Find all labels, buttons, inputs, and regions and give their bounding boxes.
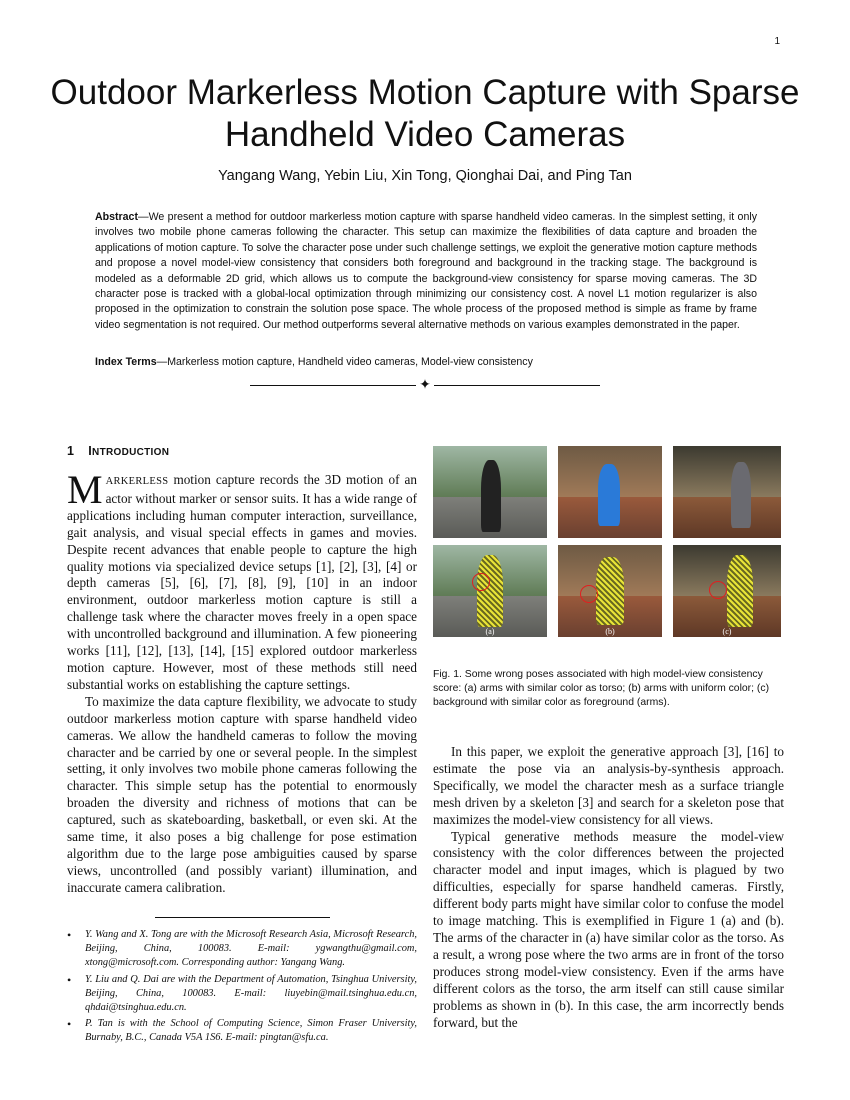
section-title-initial: I <box>88 444 93 458</box>
intro-p1-text: motion capture records the 3D motion of an actor without marker or sensor suits. It has a wide range of applications including human computer interaction, surveillance, gait analysis, and visual special effects in games and movies. Despite recent advances that enable people to capture the high quality motions via specialized device setups [1], [2], [3], [4] or depth cameras [5], [6], [7], [8], [9], [10] in an indoor environment, outdoor markerless motion capture is still a challenge task where the character moves freely in a open space with uncontrolled background and illumination. A few pioneering works [11], [12], [13], [14], [15] explored outdoor markerless motion capture. However, most of these methods still need substantial works on establishing the capture settings. <box>67 472 417 692</box>
section-number: 1 <box>67 444 75 458</box>
footnote-item: • Y. Wang and X. Tong are with the Microsoft Research Asia, Microsoft Research, Beijing, China, 100083. E-mail: ygwangthu@gmail.com, xtong@microsoft.com. Corresponding author: Yangang Wang. <box>67 928 417 971</box>
paper-title: Outdoor Markerless Motion Capture with Sparse Handheld Video Cameras <box>50 73 800 154</box>
figure-photo-a-input <box>433 446 547 538</box>
figure-photo-a-result <box>433 545 547 637</box>
figure-photo-c-input <box>673 446 781 538</box>
footnote-item: • Y. Liu and Q. Dai are with the Department of Automation, Tsinghua University, Beijing, China, 100083. E-mail: liuyebin@mail.tsinghua.edu.cn, qhdai@tsinghua.edu.cn. <box>67 973 417 1016</box>
intro-paragraph-4: Typical generative methods measure the model-view consistency with the color differences between the projected character model and input images, which is plagued by two difficulties, especially for sparse handheld cameras. Firstly, different body parts might have similar color to confuse the model to image matching. This is exemplified in Figure 1 (a) and (b). The arms of the character in (a) have similar color as the torso. As a result, a wrong pose where the two arms are in front of the torso produces strong model-view consistency. Even if the arms have different colors as the torso, the arm itself can still cause similar problems as shown in (b). In this case, the arm incorrectly bends forward, but the <box>433 828 784 1030</box>
footnotes <box>67 928 417 1048</box>
abstract-label: Abstract <box>95 211 138 223</box>
dropcap: M <box>67 467 103 512</box>
intro-paragraph-3: In this paper, we exploit the generative approach [3], [16] to estimate the pose via an analysis-by-synthesis approach. Specifically, we model the character mesh as a surface triangle mesh driven by a skeleton [3] and search for a skeleton pose that maximizes the model-view consistency for all views. <box>433 744 784 827</box>
abstract <box>95 210 757 333</box>
intro-smallcaps: ARKERLESS <box>105 476 169 487</box>
divider-diamond-icon: ✦ <box>419 377 431 393</box>
figure-photo-b-input <box>558 446 662 538</box>
index-terms-text: —Markerless motion capture, Handheld video cameras, Model-view consistency <box>156 356 533 368</box>
footnote-item: • P. Tan is with the School of Computing Science, Simon Fraser University, Burnaby, B.C., Canada V5A 1S6. E-mail: pingtan@sfu.ca. <box>67 1017 417 1045</box>
index-terms <box>95 356 757 368</box>
figure-label-c: (c) <box>722 627 732 636</box>
figure-1 <box>433 446 784 646</box>
section-divider <box>250 376 600 394</box>
intro-paragraph-1 <box>67 467 417 694</box>
figure-label-a: (a) <box>485 627 495 636</box>
intro-left-column <box>67 467 417 897</box>
figure-photo-b-result <box>558 545 662 637</box>
page-number: 1 <box>774 36 780 47</box>
author-list: Yangang Wang, Yebin Liu, Xin Tong, Qionghai Dai, and Ping Tan <box>218 168 632 184</box>
index-terms-label: Index Terms <box>95 356 157 368</box>
footnote-rule <box>155 917 330 918</box>
intro-right-column <box>433 744 784 1031</box>
figure-photo-c-result <box>673 545 781 637</box>
figure-label-b: (b) <box>605 627 615 636</box>
intro-paragraph-2: To maximize the data capture flexibility, we advocate to study outdoor markerless motion capture with sparse handheld video cameras. We allow the handheld cameras to follow the moving character and be carried by one or several people. In the simplest setting, it only involves two mobile phone cameras following the character. This simple setup has the potential to enormously broaden the diversity and richness of motions that can be captured, such as skateboarding, basketball, or even ski. At the same time, it also poses a big challenge for pose estimation algorithm due to the large pose ambiguities caused by sparse views, uncontrolled (and possibly variant) illumination, and inaccurate camera calibration. <box>67 693 417 895</box>
figure-caption: Fig. 1. Some wrong poses associated with high model-view consistency score: (a) arms with similar color as torso; (b) arms with uniform color; (c) background with similar color as foreground (arms). <box>433 669 770 708</box>
section-title-rest: NTRODUCTION <box>92 447 170 458</box>
abstract-text: —We present a method for outdoor markerless motion capture with sparse handheld video cameras. In the simplest setting, it only involves two mobile phone cameras following the character. This setup can maximize the flexibilities of data capture and broaden the applications of motion capture. To solve the character pose under such challenge settings, we exploit the generative motion capture methods and propose a novel model-view consistency that considers both foreground and background in the tracking stage. The background is modeled as a deformable 2D grid, which allows us to compute the background-view consistency for sparse moving cameras. The 3D character pose is tracked with a global-local optimization through minimizing our consistency cost. A novel L1 motion regularizer is also proposed in the optimization to constrain the solution pose space. The whole process of the proposed method is simple as frame by frame video segmentation is not required. Our method outperforms several alternative methods on various examples demonstrated in the paper. <box>95 211 757 331</box>
section-heading <box>67 444 169 458</box>
